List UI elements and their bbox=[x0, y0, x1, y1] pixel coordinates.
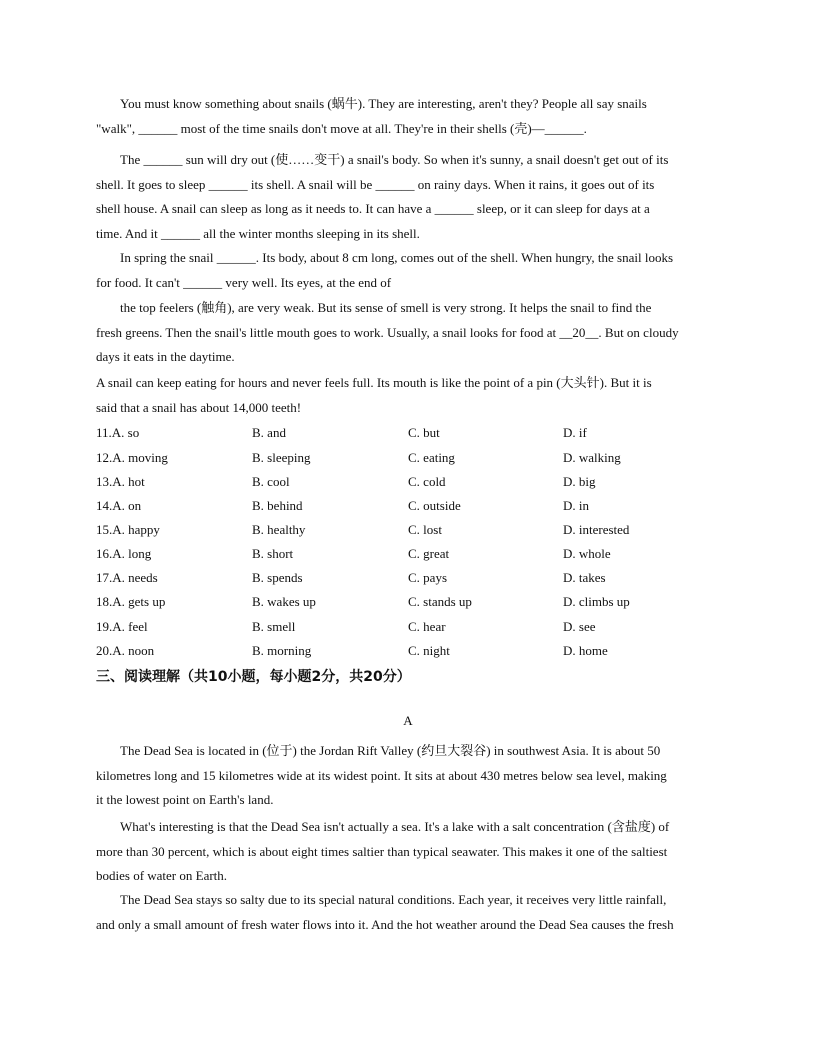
option-b: B. cool bbox=[252, 474, 290, 489]
option-b: B. smell bbox=[252, 619, 296, 634]
option-c: C. eating bbox=[408, 450, 455, 465]
option-row-16 bbox=[96, 542, 736, 566]
option-c: C. lost bbox=[408, 522, 442, 537]
option-b: B. spends bbox=[252, 570, 303, 585]
option-b: B. healthy bbox=[252, 522, 306, 537]
option-b: B. sleeping bbox=[252, 450, 311, 465]
cloze-paragraph-2 bbox=[96, 148, 720, 246]
text-line: for food. It can't ______ very well. Its eyes, at the end of bbox=[96, 274, 392, 290]
option-row-18 bbox=[96, 590, 736, 614]
text-line: In spring the snail ______. Its body, about 8 cm long, comes out of the shell. When hungry, the snail looks bbox=[120, 250, 674, 265]
option-a: 14.A. on bbox=[96, 498, 142, 513]
reading-paragraph-2 bbox=[96, 815, 720, 889]
text-line: the top feelers (触角), are very weak. But its sense of smell is very strong. It helps the snail to find the bbox=[120, 300, 652, 315]
text-line: "walk", ______ most of the time snails don't move at all. They're in their shells (壳)—______. bbox=[96, 120, 587, 136]
option-d: D. takes bbox=[563, 570, 606, 585]
text-line: fresh greens. Then the snail's little mouth goes to work. Usually, a snail looks for food at __20__. But on cloudy bbox=[96, 324, 679, 340]
option-row-19 bbox=[96, 615, 736, 639]
text-line: shell house. A snail can sleep as long as it needs to. It can have a ______ sleep, or it can sleep for days at a bbox=[96, 201, 650, 217]
text-line: time. And it ______ all the winter months sleeping in its shell. bbox=[96, 225, 420, 241]
cloze-paragraph-1 bbox=[96, 92, 720, 141]
text-line: days it eats in the daytime. bbox=[96, 349, 235, 365]
option-c: C. hear bbox=[408, 619, 446, 634]
option-a: 19.A. feel bbox=[96, 619, 148, 634]
option-d: D. climbs up bbox=[563, 594, 630, 609]
option-d: D. whole bbox=[563, 546, 611, 561]
option-row-20 bbox=[96, 639, 736, 663]
text-line: The Dead Sea is located in (位于) the Jordan Rift Valley (约旦大裂谷) in southwest Asia. It is about 50 bbox=[120, 743, 661, 758]
option-c: C. cold bbox=[408, 474, 446, 489]
option-row-17 bbox=[96, 566, 736, 590]
text-line: You must know something about snails (蜗牛). They are interesting, aren't they? People all say snails bbox=[120, 96, 647, 111]
option-row-14 bbox=[96, 494, 736, 518]
option-a: 20.A. noon bbox=[96, 643, 155, 658]
section-heading: 三、阅读理解（共10小题，每小题2分，共20分） bbox=[96, 669, 411, 685]
text-line: it the lowest point on Earth's land. bbox=[96, 792, 274, 808]
option-a: 11.A. so bbox=[96, 425, 140, 440]
cloze-paragraph-3 bbox=[96, 246, 720, 295]
option-a: 17.A. needs bbox=[96, 570, 158, 585]
option-c: C. pays bbox=[408, 570, 447, 585]
option-a: 18.A. gets up bbox=[96, 594, 166, 609]
option-d: D. in bbox=[563, 498, 589, 513]
option-b: B. wakes up bbox=[252, 594, 316, 609]
text-line: and only a small amount of fresh water flows into it. And the hot weather around the Dead Sea causes the fresh bbox=[96, 916, 674, 932]
option-d: D. walking bbox=[563, 450, 621, 465]
option-row-15 bbox=[96, 518, 736, 542]
option-a: 15.A. happy bbox=[96, 522, 160, 537]
option-b: B. morning bbox=[252, 643, 312, 658]
text-line: The ______ sun will dry out (使……变干) a snail's body. So when it's sunny, a snail doesn't get out of its bbox=[120, 152, 669, 167]
option-d: D. big bbox=[563, 474, 596, 489]
option-a: 12.A. moving bbox=[96, 450, 168, 465]
text-line: bodies of water on Earth. bbox=[96, 868, 228, 884]
text-line: more than 30 percent, which is about eight times saltier than typical seawater. This makes it one of the saltiest bbox=[96, 843, 668, 859]
option-c: C. night bbox=[408, 643, 450, 658]
option-row-13 bbox=[96, 470, 736, 494]
option-c: C. great bbox=[408, 546, 450, 561]
text-line: The Dead Sea stays so salty due to its special natural conditions. Each year, it receives very little rainfall, bbox=[120, 892, 667, 907]
option-b: B. and bbox=[252, 425, 286, 440]
text-line: shell. It goes to sleep ______ its shell. A snail will be ______ on rainy days. When it rains, it goes out of its bbox=[96, 176, 655, 192]
reading-paragraph-1 bbox=[96, 739, 720, 813]
option-c: C. stands up bbox=[408, 594, 472, 609]
text-line: said that a snail has about 14,000 teeth! bbox=[96, 399, 302, 415]
option-a: 13.A. hot bbox=[96, 474, 145, 489]
passage-label: A bbox=[403, 713, 413, 728]
option-d: D. interested bbox=[563, 522, 630, 537]
option-b: B. short bbox=[252, 546, 294, 561]
option-row-11 bbox=[96, 421, 736, 445]
option-c: C. but bbox=[408, 425, 440, 440]
text-line: kilometres long and 15 kilometres wide at its widest point. It sits at about 430 metres below sea level, making bbox=[96, 767, 667, 783]
cloze-paragraph-4 bbox=[96, 296, 720, 370]
text-line: What's interesting is that the Dead Sea isn't actually a sea. It's a lake with a salt concentration (含盐度) of bbox=[120, 819, 670, 834]
option-d: D. see bbox=[563, 619, 596, 634]
text-line: A snail can keep eating for hours and never feels full. Its mouth is like the point of a pin (大头针). But it is bbox=[96, 375, 652, 390]
reading-paragraph-3 bbox=[96, 888, 720, 937]
option-c: C. outside bbox=[408, 498, 461, 513]
option-d: D. home bbox=[563, 643, 608, 658]
cloze-paragraph-5 bbox=[96, 371, 720, 420]
option-d: D. if bbox=[563, 425, 587, 440]
option-a: 16.A. long bbox=[96, 546, 152, 561]
option-row-12 bbox=[96, 446, 736, 470]
option-b: B. behind bbox=[252, 498, 303, 513]
